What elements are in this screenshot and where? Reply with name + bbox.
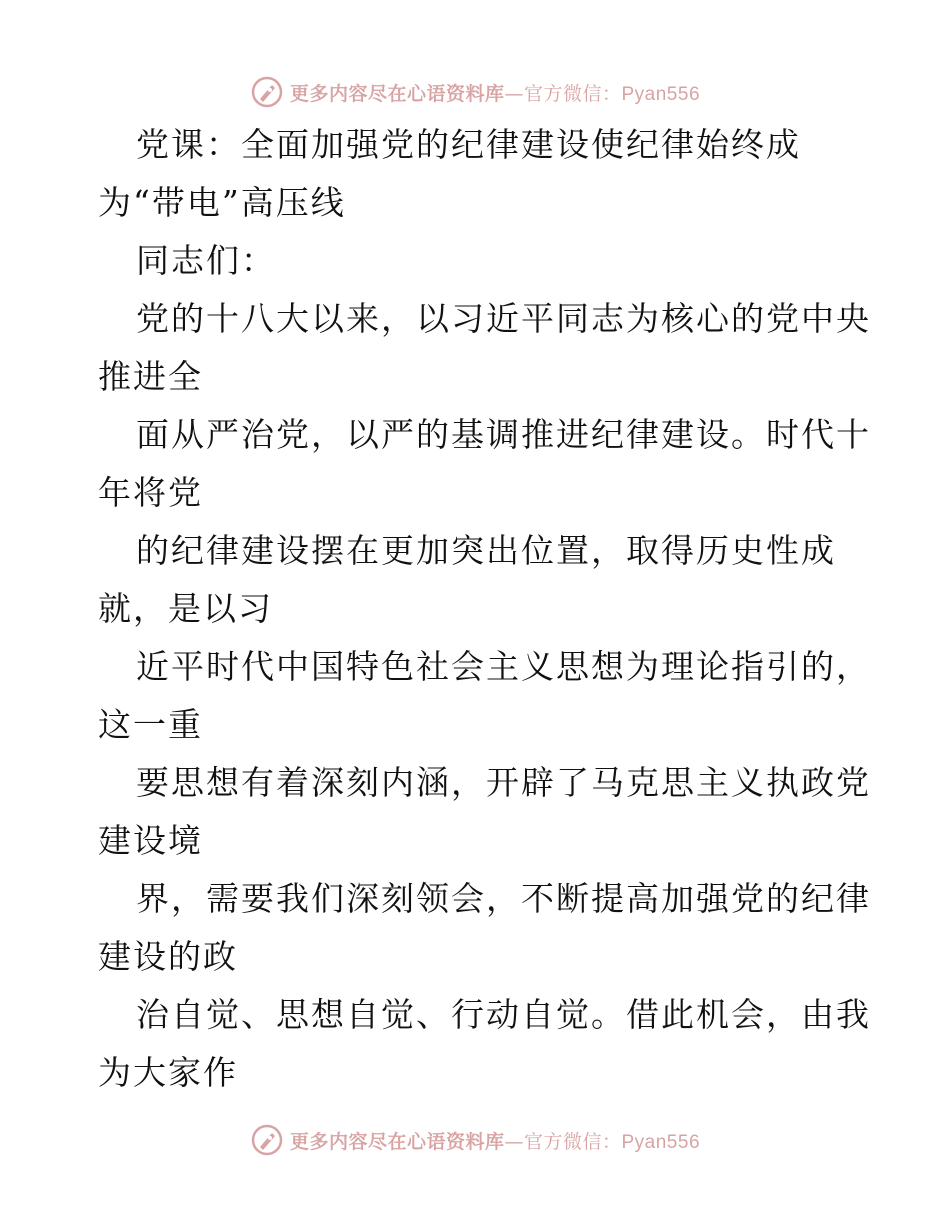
watermark-wechat-label: 官方微信：: [523, 1130, 622, 1153]
watermark-text: [290, 1127, 700, 1154]
watermark-wechat-id: Pyan556: [621, 1131, 701, 1153]
watermark-site: 更多内容尽在心语资料库: [289, 82, 505, 105]
text-line: 要思想有着深刻内涵，开辟了马克思主义执政党: [136, 763, 871, 802]
document-body: [98, 116, 871, 1102]
text-line: 界，需要我们深刻领会，不断提高加强党的纪律: [136, 879, 871, 918]
text-line: 党的十八大以来，以习近平同志为核心的党中央: [136, 299, 871, 338]
watermark-wechat-id: Pyan556: [621, 83, 701, 105]
text-line: 面从严治党，以严的基调推进纪律建设。时代十: [136, 415, 871, 454]
title-line-2: 为“带电”高压线: [98, 183, 346, 222]
pen-nib-logo-icon: [250, 1123, 284, 1157]
watermark-wechat-label: 官方微信：: [523, 82, 622, 105]
watermark-separator: —: [504, 1130, 524, 1153]
salutation: 同志们：: [136, 241, 276, 280]
text-line: 推进全: [98, 357, 203, 396]
watermark-text: [290, 79, 700, 106]
text-line: 近平时代中国特色社会主义思想为理论指引的，: [136, 647, 871, 686]
text-line: 就，是以习: [98, 589, 273, 628]
title-line-1: 党课：全面加强党的纪律建设使纪律始终成: [136, 125, 801, 164]
pen-nib-logo-icon: [250, 75, 284, 109]
watermark-site: 更多内容尽在心语资料库: [289, 1130, 505, 1153]
text-line: 这一重: [98, 705, 203, 744]
text-line: 年将党: [98, 473, 203, 512]
watermark-separator: —: [504, 82, 524, 105]
text-line: 治自觉、思想自觉、行动自觉。借此机会，由我: [136, 995, 871, 1034]
text-line: 建设的政: [98, 937, 238, 976]
footer-watermark: [0, 1120, 950, 1160]
text-line: 建设境: [98, 821, 203, 860]
text-line: 为大家作: [98, 1053, 238, 1092]
text-line: 的纪律建设摆在更加突出位置，取得历史性成: [136, 531, 836, 570]
header-watermark: [0, 72, 950, 112]
